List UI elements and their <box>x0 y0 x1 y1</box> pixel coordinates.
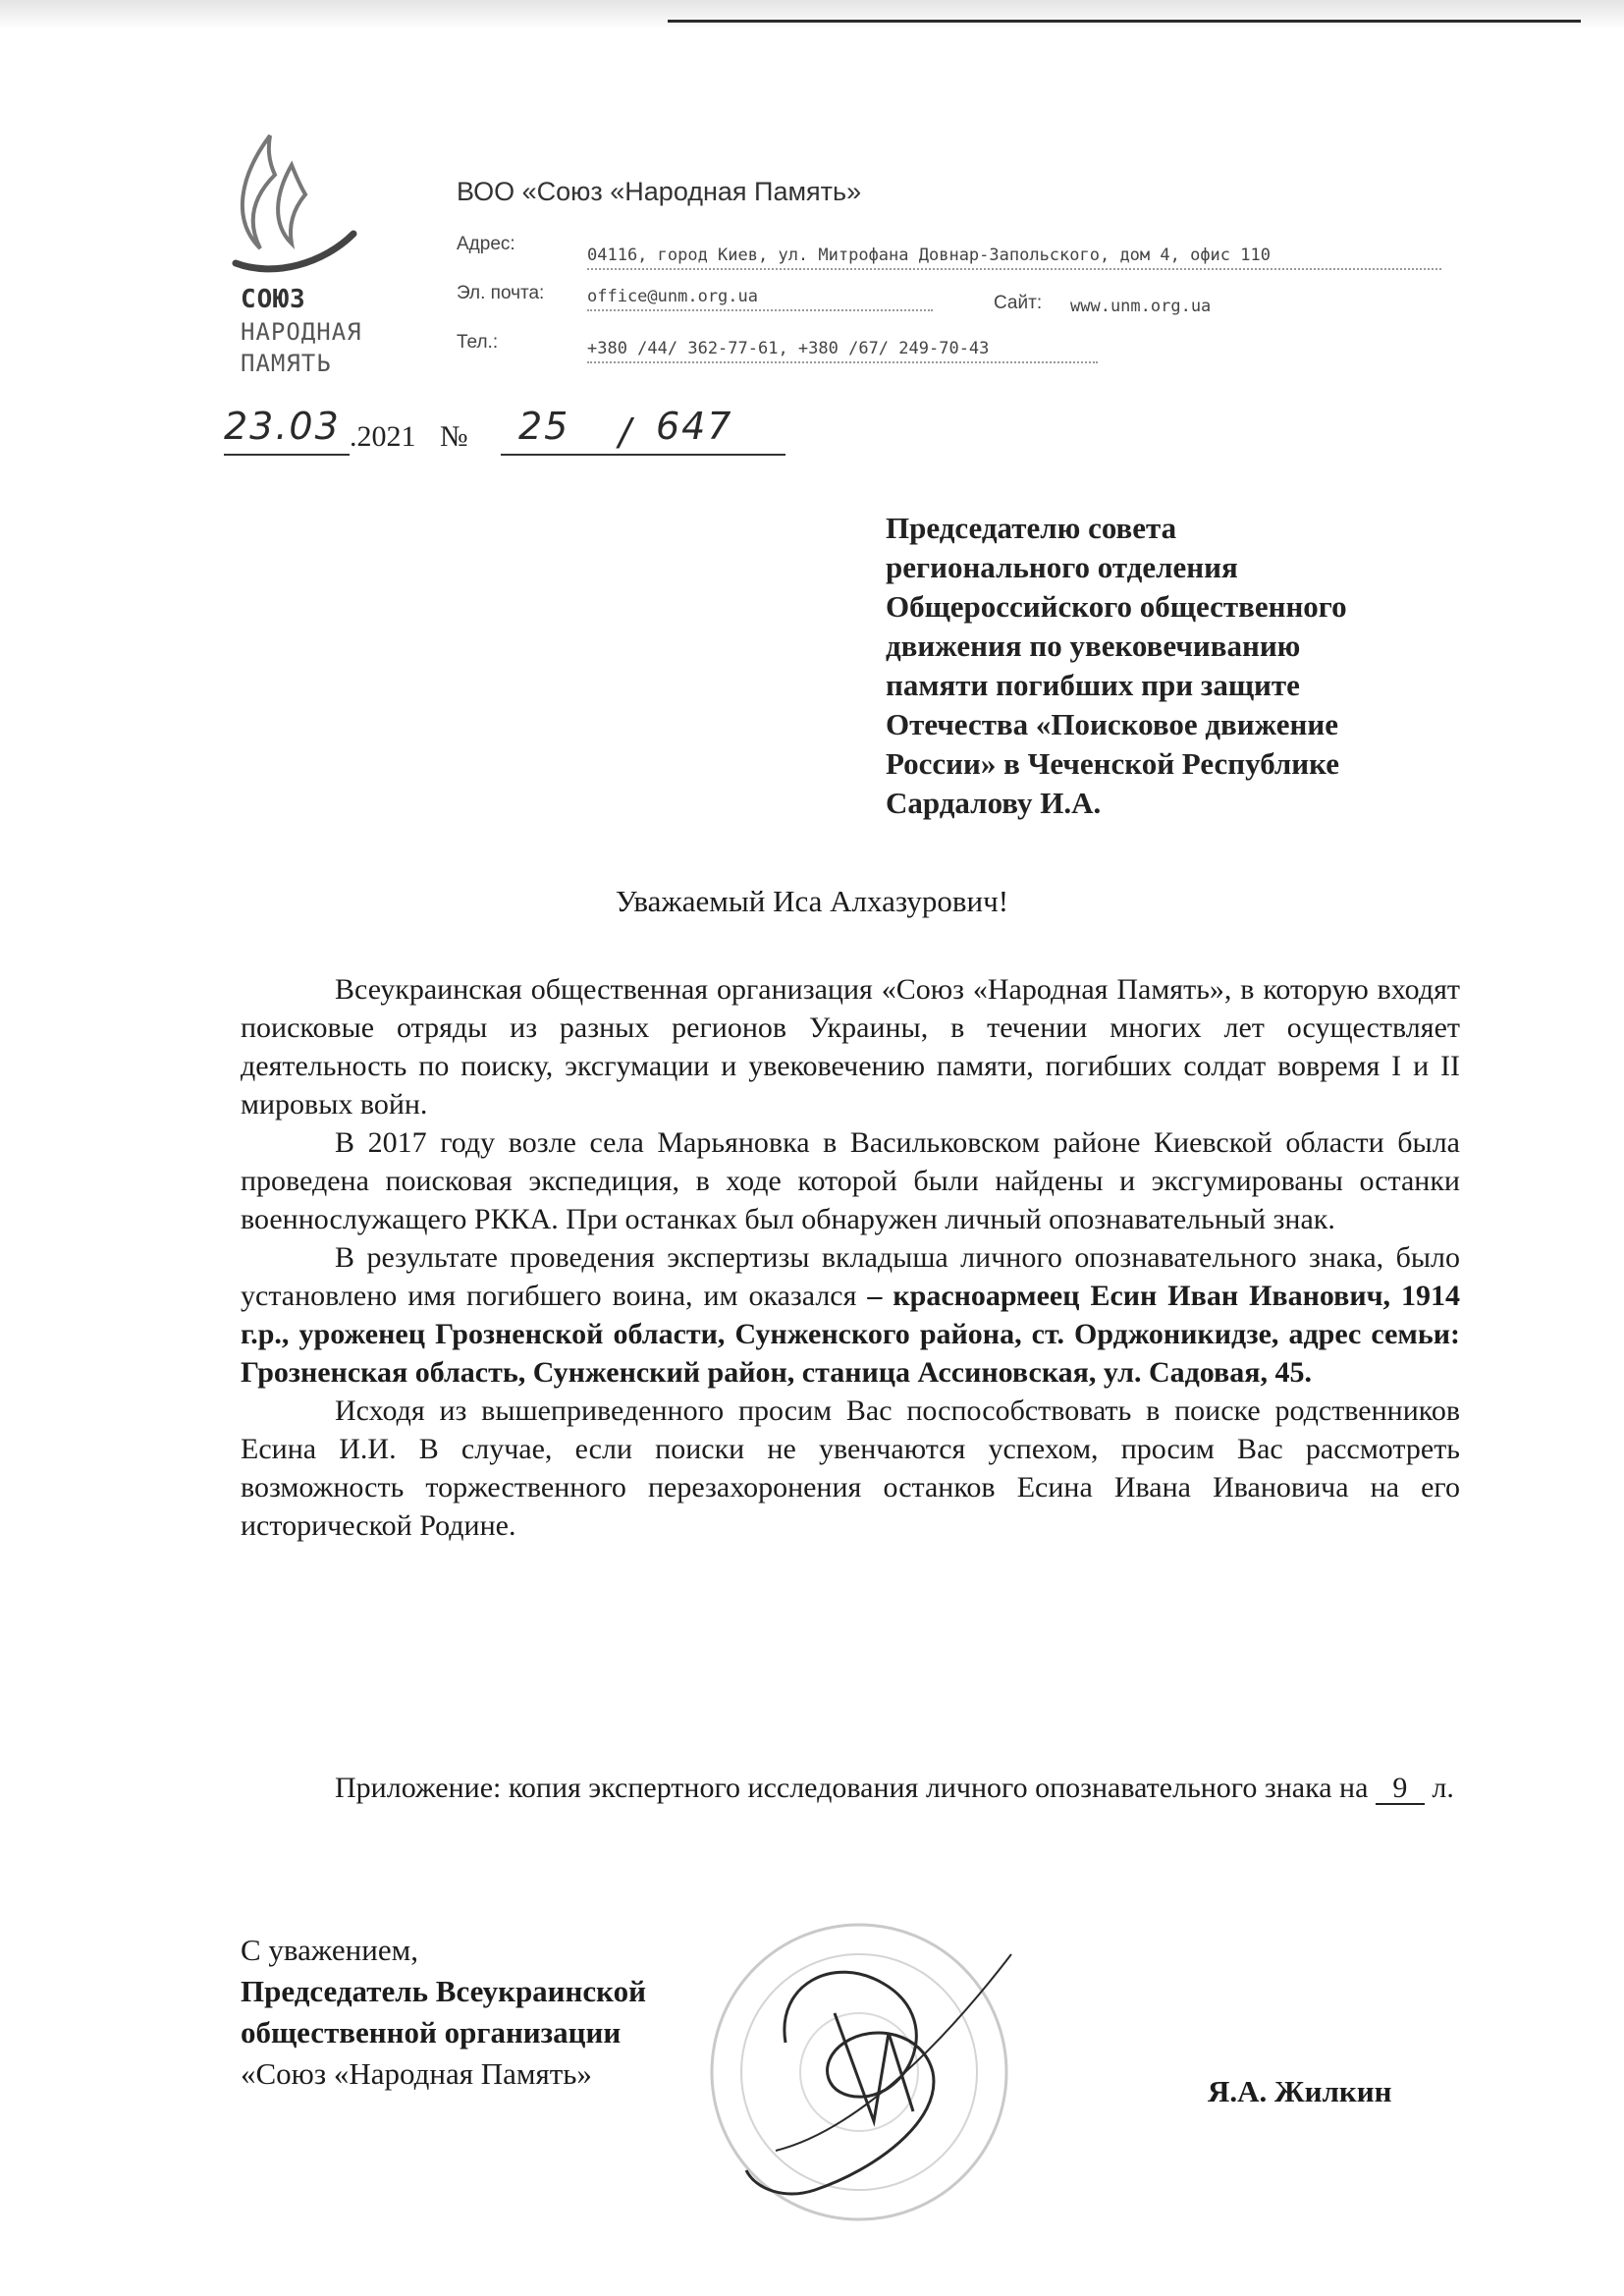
scan-shadow <box>0 0 1624 29</box>
addressee-line: движения по увековечиванию <box>886 629 1301 663</box>
signer-name: Я.А. Жилкин <box>1208 2074 1392 2108</box>
brand-line-2: НАРОДНАЯ <box>241 318 362 346</box>
phone-value: +380 /44/ 362-77-61, +380 /67/ 249-70-43 <box>587 339 1098 363</box>
date-year: .2021 <box>350 420 416 453</box>
date-handwritten: 23.03 <box>224 405 341 448</box>
annex-paragraph <box>241 1768 1460 1809</box>
annex-page-count: 9 <box>1376 1774 1425 1805</box>
addressee-line: Председателю совета <box>886 511 1177 545</box>
annex-unit: л. <box>1432 1772 1454 1804</box>
greeting: Уважаемый Иса Алхазурович! <box>615 884 1009 918</box>
flame-logo-icon <box>231 126 358 283</box>
number-part-2: 647 <box>656 405 733 448</box>
closing-position-2: общественной организации <box>241 2015 622 2050</box>
number-underline <box>501 454 785 456</box>
closing-block <box>241 1930 646 2095</box>
closing-regards: С уважением, <box>241 1933 418 1967</box>
brand-wordmark <box>241 285 362 377</box>
body-paragraph-3 <box>241 1238 1460 1392</box>
date-underline <box>224 454 350 456</box>
addressee-line: России» в Чеченской Республике <box>886 746 1340 781</box>
number-sign: № <box>440 420 468 453</box>
addressee-block <box>886 509 1435 823</box>
body-paragraph-3-text: В результате проведения экспертизы вкладыша личного опознавательного знака, было установлено имя погибшего воина, им оказался <box>241 1241 1460 1312</box>
site-label: Сайт: <box>994 293 1043 313</box>
closing-org: «Союз «Народная Память» <box>241 2056 592 2091</box>
site-value: www.unm.org.ua <box>1070 297 1212 316</box>
annex-block <box>241 1768 1460 1809</box>
addressee-line: регионального отделения <box>886 550 1238 584</box>
number-part-1: 25 <box>518 405 570 448</box>
email-value: office@unm.org.ua <box>587 287 933 311</box>
brand-line-3: ПАМЯТЬ <box>241 350 332 377</box>
annex-text: Приложение: копия экспертного исследования личного опознавательного знака на <box>335 1772 1369 1804</box>
brand-line-1: СОЮЗ <box>241 285 306 314</box>
phone-label: Тел.: <box>457 332 499 353</box>
addressee-line: Общероссийского общественного <box>886 589 1347 624</box>
closing-position-1: Председатель Всеукраинской <box>241 1974 646 2008</box>
addressee-line: Сардалову И.А. <box>886 786 1102 820</box>
addressee-line: памяти погибших при защите <box>886 668 1300 702</box>
org-name: ВОО «Союз «Народная Память» <box>457 177 862 206</box>
soldier-details: – красноармеец Есин Иван Иванович, 1914 г.р., уроженец Грозненской области, Сунженского района, ст. Орджоникидзе, адрес семьи: Грозненская область, Сунженский район, станица Ассиновская, ул. Садовая, 45. <box>241 1280 1461 1389</box>
letter-body <box>241 970 1460 1545</box>
address-value: 04116, город Киев, ул. Митрофана Довнар-Запольского, дом 4, офис 110 <box>587 246 1441 270</box>
body-paragraph-4: Исходя из вышеприведенного просим Вас поспособствовать в поиске родственников Есина И.И. В случае, если поиски не увенчаются успехом, просим Вас рассмотреть возможность торжественного перезахоронения останков Есина Ивана Ивановича на его исторической Родине. <box>241 1394 1460 1542</box>
scan-edge-line <box>668 20 1581 23</box>
signature-icon <box>717 1925 1031 2219</box>
body-paragraph-2: В 2017 году возле села Марьяновка в Васильковском районе Киевской области была проведена поисковая экспедиция, в ходе которой были найдены и эксгумированы останки военнослужащего РККА. При останках был обнаружен личный опознавательный знак. <box>241 1126 1460 1235</box>
addressee-line: Отечества «Поисковое движение <box>886 707 1338 741</box>
number-separator: / <box>619 410 633 454</box>
email-label: Эл. почта: <box>457 283 545 303</box>
address-label: Адрес: <box>457 234 515 254</box>
body-paragraph-1: Всеукраинская общественная организация «Союз «Народная Память», в которую входят поисковые отряды из разных регионов Украины, в течении многих лет осуществляет деятельность по поиску, эксгумации и увековечению памяти, погибших солдат вовремя I и II мировых войн. <box>241 973 1460 1121</box>
